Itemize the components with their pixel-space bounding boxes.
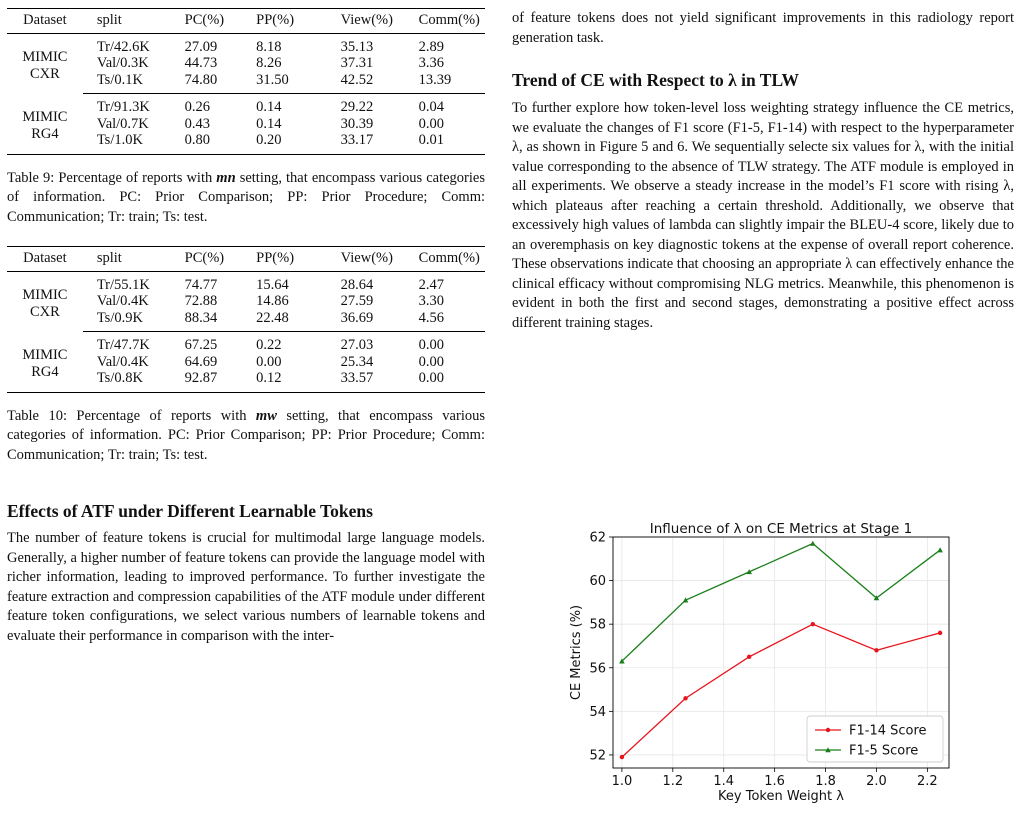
dataset-name-line1: MIMIC: [22, 347, 68, 363]
table-9-caption: [7, 169, 485, 228]
cell-pp: 22.48: [256, 310, 341, 332]
caption-setting: mn: [216, 169, 236, 186]
cell-pc: 0.26: [184, 99, 211, 115]
y-tick-label: 60: [589, 574, 606, 590]
x-tick-label: 1.4: [713, 774, 735, 789]
cell-view: 29.22: [340, 99, 374, 115]
cell-split: Tr/91.3K: [96, 99, 150, 115]
data-point: [620, 755, 624, 759]
caption-suffix: setting, that encompass various categories of information. PC: Prior Comparison; PP: Prior Procedure; Comm: Communication; Tr: train; Ts: test.: [7, 407, 485, 463]
cell-pc: 92.87: [185, 370, 257, 392]
caption-setting: mw: [255, 407, 277, 424]
header-split: split: [83, 247, 185, 272]
x-tick-label: 2.2: [917, 774, 938, 789]
cell-comm: 13.39: [419, 72, 485, 94]
cell-comm: 3.36: [418, 55, 445, 71]
left-column: [7, 0, 485, 646]
cell-split: Val/0.3K: [96, 55, 149, 71]
cell-pp: 0.12: [256, 370, 341, 392]
cell-comm: 0.00: [419, 370, 485, 392]
legend-label: F1-5 Score: [849, 743, 919, 759]
cell-split: Ts/0.8K: [83, 370, 185, 392]
cell-pc: 67.25: [184, 337, 218, 353]
cell-comm: 2.89: [418, 38, 445, 55]
x-tick-label: 1.6: [764, 774, 785, 789]
table-10: [7, 246, 485, 393]
cell-pc: 44.73: [184, 55, 218, 71]
data-point: [937, 547, 943, 552]
dataset-cell: [7, 332, 83, 393]
dataset-name-line1: MIMIC: [22, 109, 68, 125]
data-point: [874, 648, 878, 652]
cell-view: 42.52: [341, 72, 419, 94]
cell-comm: 3.30: [418, 293, 445, 309]
section-heading-atf: Effects of ATF under Different Learnable Tokens: [7, 501, 373, 521]
dataset-name-line2: RG4: [31, 126, 59, 142]
x-tick-label: 1.0: [611, 774, 633, 789]
y-tick-label: 62: [589, 530, 606, 546]
cell-split: Val/0.7K: [96, 115, 149, 132]
cell-pc: 74.77: [184, 276, 218, 293]
section-heading-tlw: Trend of CE with Respect to λ in TLW: [512, 70, 800, 90]
cell-comm: 0.04: [418, 99, 445, 115]
caption-prefix: Table 10: Percentage of reports with: [7, 407, 256, 424]
table-row: [7, 33, 485, 55]
cell-split: Tr/47.7K: [96, 337, 150, 353]
cell-split: Ts/0.9K: [83, 310, 185, 332]
section-paragraph-atf: The number of feature tokens is crucial for multimodal large language models. Generally, a higher number of feature tokens can provide the language model with richer information, leading to improved performance. To further investigate the feature extraction and compression capabilities of the ATF module under different feature token configurations, we select various numbers of learnable tokens and evaluate their performance in comparison with the inter-: [7, 530, 485, 644]
table-row: [7, 332, 485, 354]
cell-view: 33.57: [341, 370, 419, 392]
cell-comm: 0.00: [418, 115, 445, 132]
caption-prefix: Table 9: Percentage of reports with: [7, 169, 217, 186]
table-10-caption: [7, 407, 485, 466]
header-comm: Comm(%): [419, 247, 485, 272]
cell-view: 33.17: [341, 132, 419, 154]
cell-view: 37.31: [340, 55, 374, 71]
cell-comm: 4.56: [419, 310, 485, 332]
x-axis-label: Key Token Weight λ: [718, 789, 844, 804]
dataset-name-line1: MIMIC: [22, 287, 68, 303]
cell-view: 27.03: [340, 337, 374, 353]
paragraph-continuation: of feature tokens does not yield significant improvements in this radiology report generation task.: [512, 10, 1014, 46]
y-tick-label: 52: [589, 748, 606, 764]
data-point: [810, 541, 816, 546]
header-pp: PP(%): [256, 247, 341, 272]
cell-view: 25.34: [340, 353, 374, 370]
caption-suffix: setting, that encompass various categories of information. PC: Prior Comparison; PP: Prior Procedure; Comm: Communication; Tr: train; Ts: test.: [7, 169, 485, 225]
table-header-row: [7, 9, 485, 34]
cell-pc: 64.69: [184, 353, 218, 370]
data-point: [747, 655, 751, 659]
header-view: View(%): [341, 9, 419, 34]
header-comm: Comm(%): [419, 9, 485, 34]
dataset-name-line2: CXR: [30, 304, 60, 320]
cell-split: Tr/42.6K: [96, 38, 150, 55]
section-paragraph-tlw: To further explore how token-level loss weighting strategy influence the CE metrics, we evaluate the changes of F1 score (F1-5, F1-14) with respect to the hyperparameter λ, as shown in Figure 5 and 6. We sequentially selecte six values for λ, with the initial value corresponding to the absence of TLW strategy. The ATF module is employed in all experiments. We observe a steady increase in the model’s F1 score with rising λ, which plateaus after reaching a certain threshold. Additionally, we observe that excessively high values of lambda can slightly impair the BLEU-4 score, likely due to an overemphasis on key diagnostic tokens at the expense of overall report coherence. These observations indicate that choosing an appropriate λ can effectively enhance the clinical efficacy without compromising NLG metrics. Meanwhile, this phenomenon is evident in both the first and second stages, demonstrating a positive effect across different training stages.: [512, 100, 1014, 331]
ce-metrics-chart: [568, 519, 958, 814]
table-row: [7, 271, 485, 293]
data-point: [683, 696, 687, 700]
cell-split: Tr/55.1K: [96, 276, 150, 293]
cell-view: 27.59: [340, 293, 374, 309]
cell-pc: 27.09: [184, 38, 218, 55]
dataset-name-line2: CXR: [30, 66, 60, 82]
cell-comm: 0.01: [419, 132, 485, 154]
cell-view: 28.64: [340, 276, 374, 293]
header-pc: PC(%): [185, 9, 257, 34]
data-point: [938, 631, 942, 635]
cell-comm: 2.47: [418, 276, 445, 293]
cell-split: Val/0.4K: [96, 293, 149, 309]
header-split: split: [83, 9, 185, 34]
y-tick-label: 54: [589, 704, 606, 720]
dataset-name-line2: RG4: [31, 364, 59, 380]
cell-comm: 0.00: [418, 337, 445, 353]
cell-pc: 88.34: [185, 310, 257, 332]
cell-pp: 8.18: [256, 38, 282, 55]
x-tick-label: 1.8: [815, 774, 836, 789]
cell-pp: 0.22: [256, 337, 282, 353]
cell-pp: 8.26: [256, 55, 282, 71]
series-line: [622, 544, 940, 662]
cell-pc: 74.80: [185, 72, 257, 94]
header-dataset: Dataset: [7, 247, 83, 272]
dataset-name-line1: MIMIC: [22, 49, 68, 65]
x-tick-label: 1.2: [662, 774, 684, 789]
cell-view: 36.69: [341, 310, 419, 332]
cell-split: Ts/0.1K: [83, 72, 185, 94]
cell-split: Val/0.4K: [96, 353, 149, 370]
legend-marker: [826, 728, 830, 732]
data-point: [811, 622, 815, 626]
header-pc: PC(%): [185, 247, 257, 272]
header-dataset: Dataset: [7, 9, 83, 34]
cell-comm: 0.00: [418, 353, 445, 370]
legend-label: F1-14 Score: [849, 723, 927, 739]
cell-pc: 0.43: [184, 115, 211, 132]
cell-pp: 14.86: [256, 293, 289, 309]
dataset-cell: [7, 33, 83, 94]
table-9: [7, 8, 485, 155]
cell-pp: 31.50: [256, 72, 341, 94]
cell-pp: 0.00: [256, 353, 282, 370]
cell-pp: 0.20: [256, 132, 341, 154]
x-tick-label: 2.0: [866, 774, 887, 789]
cell-pp: 0.14: [256, 115, 282, 132]
cell-pp: 0.14: [256, 99, 282, 115]
cell-pc: 0.80: [185, 132, 257, 154]
cell-view: 30.39: [340, 115, 374, 132]
cell-pc: 72.88: [184, 293, 218, 309]
table-row: [7, 94, 485, 116]
dataset-cell: [7, 271, 83, 332]
right-column: [512, 0, 1014, 333]
header-pp: PP(%): [256, 9, 341, 34]
y-tick-label: 56: [589, 661, 606, 677]
dataset-cell: [7, 94, 83, 155]
cell-split: Ts/1.0K: [83, 132, 185, 154]
cell-view: 35.13: [340, 38, 374, 55]
y-tick-label: 58: [589, 617, 606, 633]
chart-title: Influence of λ on CE Metrics at Stage 1: [649, 521, 913, 537]
header-view: View(%): [341, 247, 419, 272]
y-axis-label: CE Metrics (%): [569, 604, 584, 701]
cell-pp: 15.64: [256, 276, 289, 293]
table-header-row: [7, 247, 485, 272]
